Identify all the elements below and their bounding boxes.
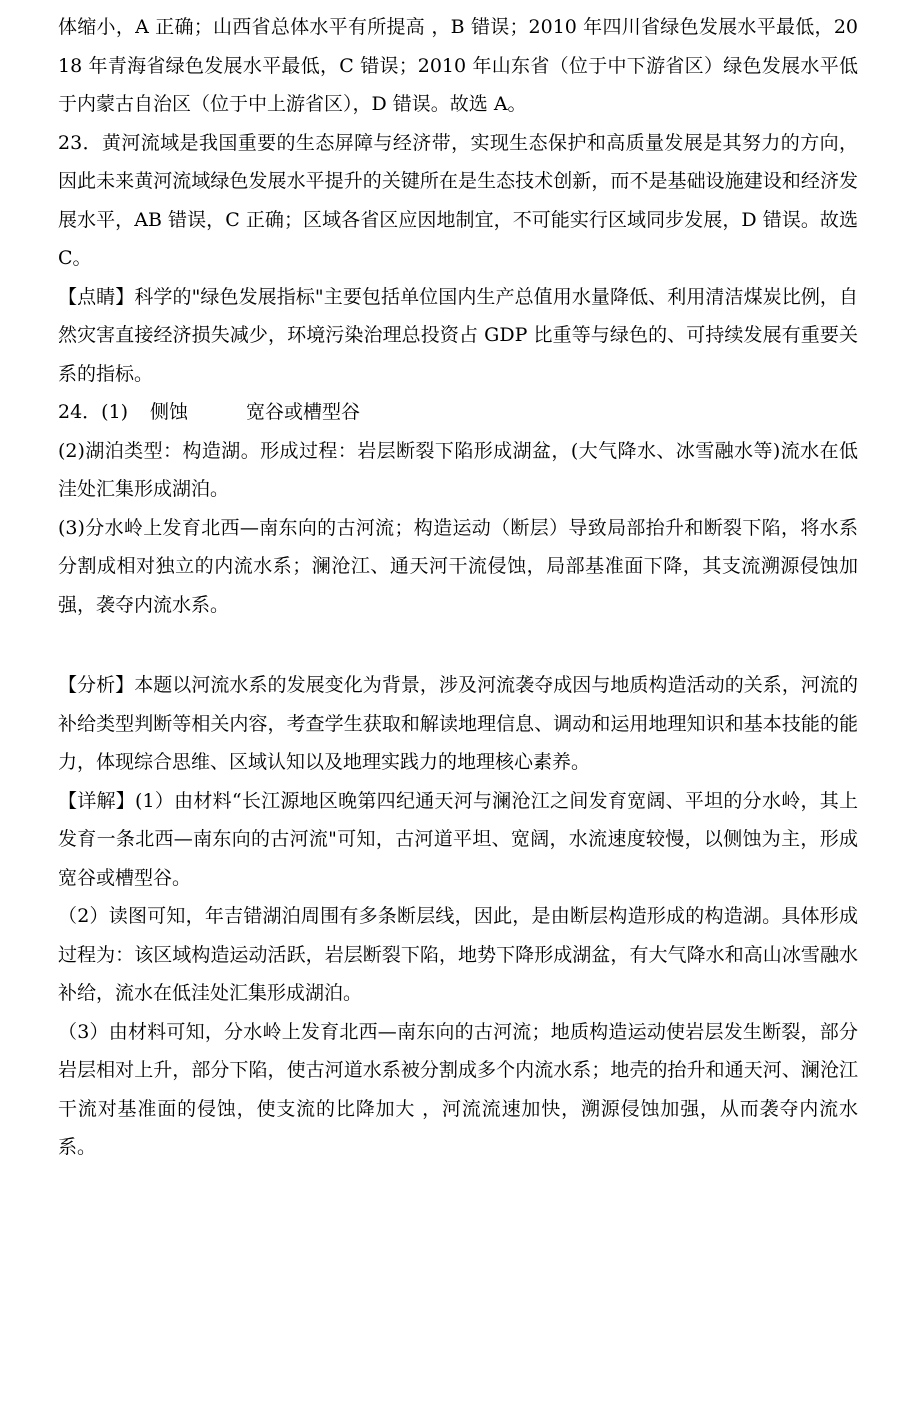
answer-24-part2: (2)湖泊类型：构造湖。形成过程：岩层断裂下陷形成湖盆，(大气降水、冰雪融水等)流水在低洼处汇集形成湖泊。 bbox=[58, 439, 858, 500]
detail-part3: （3）由材料可知，分水岭上发育北西—南东向的古河流；地质构造运动使岩层发生断裂，部分岩层相对上升，部分下陷，使古河道水系被分割成多个内流水系；地壳的抬升和通天河、澜沧江干流对基准面的侵蚀，使支流的比降加大 ，河流流速加快，溯源侵蚀加强，从而袭夺内流水系。 bbox=[58, 1020, 858, 1158]
answer-23: 23．黄河流域是我国重要的生态屏障与经济带，实现生态保护和高质量发展是其努力的方向，因此未来黄河流域绿色发展水平提升的关键所在是生态技术创新，而不是基础设施建设和经济发展水平，AB 错误，C 正确；区域各省区应因地制宜，不可能实行区域同步发展，D 错误。故选 C。 bbox=[58, 131, 858, 269]
detail-part1: 【详解】(1）由材料“长江源地区晚第四纪通天河与澜沧江之间发育宽阔、平坦的分水岭，其上发育一条北西—南东向的古河流"可知，古河道平坦、宽阔，水流速度较慢，以侧蚀为主，形成宽谷或槽型谷。 bbox=[58, 789, 858, 889]
answer-24-number: 24．(1) bbox=[58, 401, 129, 423]
blank-gap bbox=[58, 624, 858, 666]
answer-24-valley-type: 宽谷或槽型谷 bbox=[246, 401, 361, 423]
answer-22-continuation: 体缩小，A 正确；山西省总体水平有所提高 ，B 错误；2010 年四川省绿色发展水平最低，2018 年青海省绿色发展水平最低，C 错误；2010 年山东省（位于中下游省区）绿色发展水平低于内蒙古自治区（位于中上游省区），D 错误。故选 A。 bbox=[58, 16, 858, 115]
note-dianjing: 【点睛】科学的"绿色发展指标"主要包括单位国内生产总值用水量降低、利用清洁煤炭比例，自然灾害直接经济损失减少，环境污染治理总投资占 GDP 比重等与绿色的、可持续发展有重要关系的指标。 bbox=[58, 285, 858, 385]
analysis-section: 【分析】本题以河流水系的发展变化为背景，涉及河流袭夺成因与地质构造活动的关系，河流的补给类型判断等相关内容，考查学生获取和解读地理信息、调动和运用地理知识和基本技能的能力，体现综合思维、区域认知以及地理实践力的地理核心素养。 bbox=[58, 674, 858, 773]
answer-24-lateral-erosion: 侧蚀 bbox=[150, 401, 189, 423]
answer-24-part1 bbox=[58, 393, 858, 432]
detail-part2: （2）读图可知，年吉错湖泊周围有多条断层线，因此，是由断层构造形成的构造湖。具体形成过程为：该区域构造运动活跃，岩层断裂下陷，地势下降形成湖盆，有大气降水和高山冰雪融水补给，流水在低洼处汇集形成湖泊。 bbox=[58, 905, 858, 1004]
answer-24-part3: (3)分水岭上发育北西—南东向的古河流；构造运动（断层）导致局部抬升和断裂下陷，将水系分割成相对独立的内流水系；澜沧江、通天河干流侵蚀，局部基准面下降，其支流溯源侵蚀加强，袭夺内流水系。 bbox=[58, 516, 858, 616]
document-page bbox=[58, 8, 858, 1167]
